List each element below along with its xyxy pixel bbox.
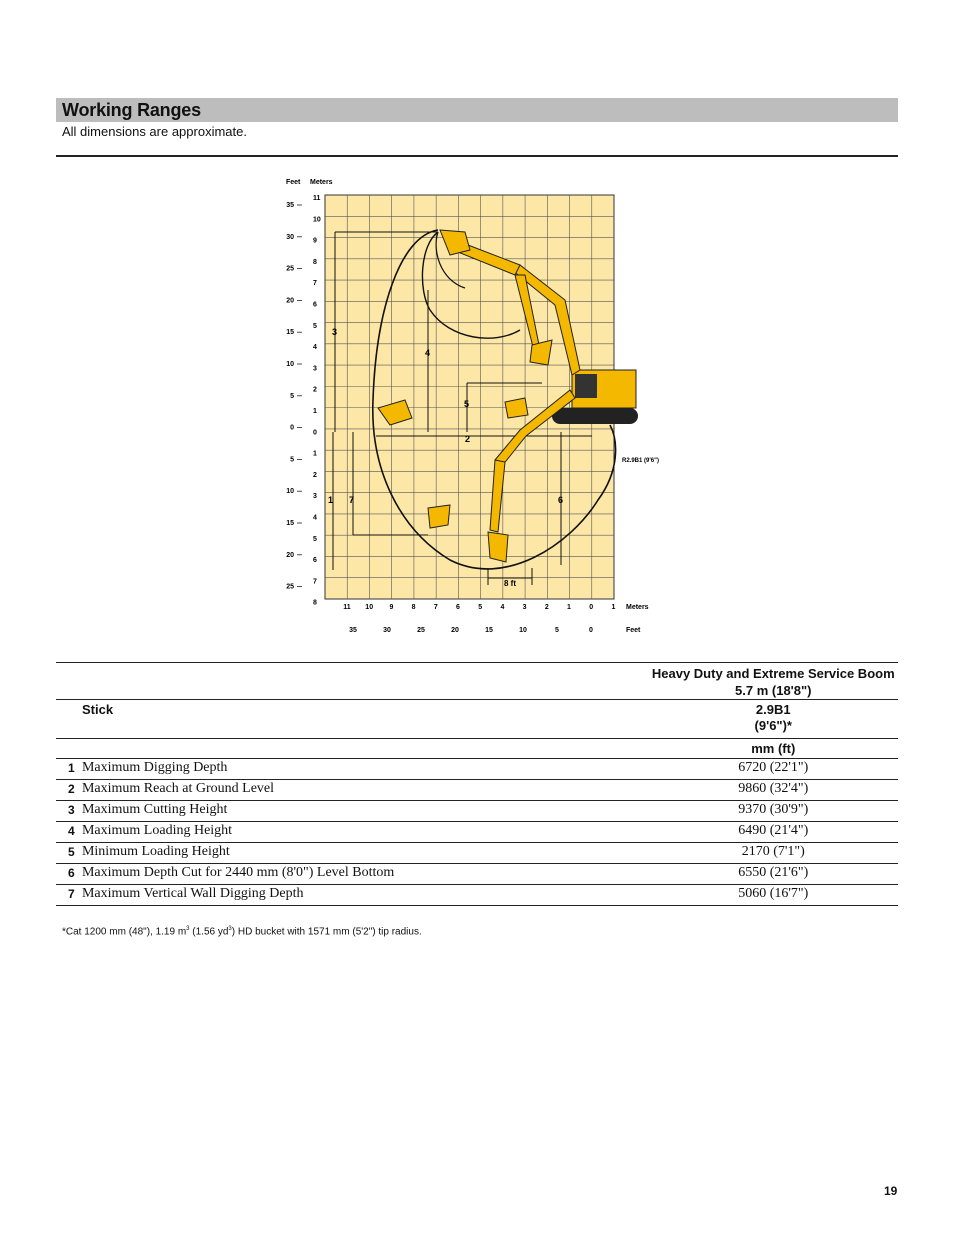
left-feet-tick: 25: [286, 583, 294, 591]
left-feet-axis: [286, 202, 302, 591]
stick-value: [649, 700, 898, 739]
row-value: 9370 (30'9"): [649, 801, 898, 822]
bottom-feet-tick: 35: [349, 627, 357, 634]
row-value: 2170 (7'1"): [649, 843, 898, 864]
boom-length: 5.7 m (18'8"): [735, 683, 812, 698]
dim-label-1: 1: [328, 495, 334, 505]
bottom-feet-tick: 10: [519, 627, 527, 634]
meters-unit-label: Meters: [310, 179, 333, 186]
left-meters-tick: 7: [313, 578, 317, 586]
units-row: [56, 739, 898, 759]
left-meters-tick: 10: [313, 216, 321, 224]
stick-code: 2.9B1: [755, 702, 791, 717]
bottom-meters-tick: 2: [544, 604, 549, 611]
left-feet-tick: 10: [286, 488, 294, 496]
bottom-meters-tick: 8: [411, 604, 416, 611]
footnote-text-2: (1.56 yd: [189, 926, 229, 938]
row-number: 3: [56, 801, 82, 822]
table-row: [56, 801, 898, 822]
bottom-meters-tick: 1: [567, 604, 571, 611]
table-row: [56, 759, 898, 780]
left-meters-tick: 2: [313, 386, 317, 394]
row-number: 6: [56, 864, 82, 885]
bottom-meters-tick: 5: [478, 604, 483, 611]
bottom-meters-tick: 7: [433, 604, 438, 611]
bottom-meters-tick: 3: [522, 604, 527, 611]
boom-header: [649, 663, 898, 700]
row-label: Maximum Loading Height: [82, 822, 649, 843]
row-label: Maximum Reach at Ground Level: [82, 780, 649, 801]
dim-label-5: 5: [464, 399, 470, 409]
left-meters-tick: 3: [313, 493, 317, 501]
row-value: 9860 (32'4"): [649, 780, 898, 801]
bucket-near: [505, 398, 528, 418]
stick-row: [56, 700, 898, 739]
table-row: [56, 822, 898, 843]
units-label: mm (ft): [649, 739, 898, 759]
row-value: 6490 (21'4"): [649, 822, 898, 843]
row-number: 1: [56, 759, 82, 780]
specs-table: [56, 662, 898, 906]
stick-callout: R2.9B1 (9'6"): [622, 458, 659, 464]
left-feet-tick: 15: [286, 329, 294, 337]
bottom-meters-tick: 0: [589, 604, 594, 611]
left-feet-tick: 5: [290, 456, 294, 464]
left-meters-tick: 3: [313, 365, 317, 373]
dim-label-3: 3: [332, 327, 338, 337]
left-meters-tick: 8: [313, 599, 317, 607]
left-meters-tick: 2: [313, 471, 317, 479]
bottom-meters-tick: 10: [365, 604, 374, 611]
page-title: Working Ranges: [62, 100, 201, 120]
row-value: 5060 (16'7"): [649, 885, 898, 906]
table-row: [56, 885, 898, 906]
dim-label-2: 2: [465, 434, 471, 444]
left-feet-tick: 30: [286, 233, 294, 241]
left-meters-tick: 1: [313, 450, 317, 458]
row-number: 4: [56, 822, 82, 843]
left-feet-tick: 5: [290, 392, 294, 400]
divider: [56, 155, 898, 157]
left-meters-tick: 5: [313, 535, 317, 543]
table-row: [56, 843, 898, 864]
stick-label: Stick: [56, 700, 649, 739]
left-meters-tick: 8: [313, 258, 317, 266]
footnote-sup-1: 3: [186, 926, 190, 932]
left-feet-tick: 20: [286, 551, 294, 559]
row-number: 2: [56, 780, 82, 801]
left-feet-tick: 15: [286, 520, 294, 527]
bottom-meters-axis: [343, 604, 615, 611]
left-meters-tick: 1: [313, 408, 317, 415]
row-value: 6720 (22'1"): [649, 759, 898, 780]
bottom-feet-tick: 25: [417, 627, 425, 634]
dim-label-6: 6: [558, 495, 564, 505]
left-meters-tick: 6: [313, 557, 317, 565]
bottom-feet-axis: [349, 627, 593, 634]
boom-header-row: [56, 663, 898, 700]
bucket-wall: [428, 505, 450, 528]
bottom-meters-tick: 11: [343, 604, 351, 611]
bottom-meters-tick: 1: [611, 604, 616, 611]
bucket-low: [488, 532, 508, 562]
stick-length-ft: (9'6")*: [754, 718, 792, 733]
bottom-feet-tick: 20: [451, 627, 459, 634]
section-title-bar: [56, 98, 898, 122]
left-feet-tick: 25: [286, 265, 294, 273]
left-meters-tick: 5: [313, 322, 317, 330]
row-label: Maximum Vertical Wall Digging Depth: [82, 885, 649, 906]
row-label: Minimum Loading Height: [82, 843, 649, 864]
bottom-feet-tick: 15: [485, 627, 493, 634]
bottom-feet-tick: 5: [555, 627, 559, 634]
left-meters-tick: 7: [313, 280, 317, 288]
bottom-feet-unit-label: Feet: [626, 627, 641, 634]
dim-label-7: 7: [349, 495, 355, 505]
left-meters-tick: 11: [313, 195, 321, 202]
left-meters-axis: [313, 195, 321, 607]
row-number: 7: [56, 885, 82, 906]
bottom-meters-unit-label: Meters: [626, 604, 649, 611]
left-feet-tick: 35: [286, 202, 294, 209]
row-label: Maximum Depth Cut for 2440 mm (8'0") Level Bottom: [82, 864, 649, 885]
excavator-track: [552, 408, 638, 424]
bottom-feet-tick: 0: [589, 627, 593, 634]
dim-label-4: 4: [425, 348, 431, 358]
left-feet-tick: 10: [286, 361, 294, 368]
left-meters-tick: 0: [313, 429, 317, 437]
feet-unit-label: Feet: [286, 179, 301, 186]
excavator-cab: [575, 374, 597, 398]
working-range-diagram: [280, 170, 680, 640]
boom-type: Heavy Duty and Extreme Service Boom: [651, 666, 895, 681]
footnote-text-1: *Cat 1200 mm (48"), 1.19 m: [62, 926, 187, 938]
row-value: 6550 (21'6"): [649, 864, 898, 885]
footnote-text-3: ) HD bucket with 1571 mm (5'2") tip radius.: [231, 926, 422, 938]
left-meters-tick: 4: [313, 344, 317, 352]
left-meters-tick: 9: [313, 237, 317, 245]
left-feet-tick: 0: [290, 424, 294, 432]
bottom-meters-tick: 9: [389, 604, 394, 611]
row-label: Maximum Cutting Height: [82, 801, 649, 822]
left-meters-tick: 6: [313, 301, 317, 309]
footnote: [62, 926, 422, 937]
page-number: 19: [884, 1184, 898, 1198]
bottom-meters-tick: 4: [500, 604, 505, 611]
row-number: 5: [56, 843, 82, 864]
row-label: Maximum Digging Depth: [82, 759, 649, 780]
left-meters-tick: 4: [313, 514, 317, 522]
footnote-sup-2: 3: [228, 926, 232, 932]
left-feet-tick: 20: [286, 297, 294, 305]
table-row: [56, 780, 898, 801]
subtitle: All dimensions are approximate.: [62, 124, 247, 139]
table-row: [56, 864, 898, 885]
bottom-meters-tick: 6: [456, 604, 460, 611]
bottom-feet-tick: 30: [383, 627, 391, 634]
eight-ft-label: 8 ft: [504, 579, 516, 588]
